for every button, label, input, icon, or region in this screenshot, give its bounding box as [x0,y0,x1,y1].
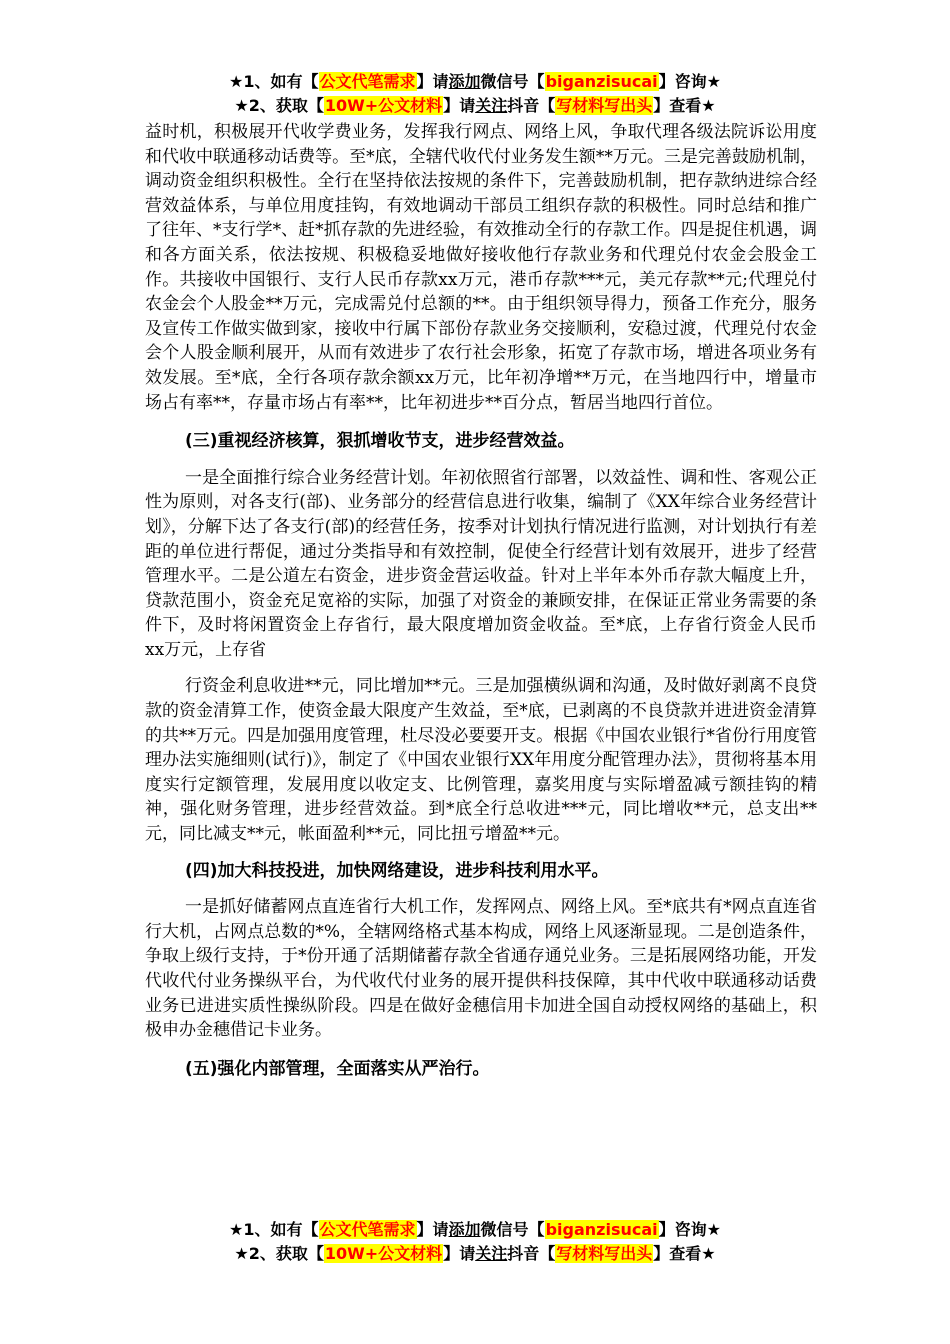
promo-text: 抖音【 [507,96,556,115]
promo-highlight: 10W+公文材料 [324,96,443,115]
promo-line-1 [0,1218,950,1242]
promo-line-2 [0,94,950,118]
promo-text: 】请 [443,96,476,115]
promo-highlight: biganzisucai [545,72,658,91]
section-heading: (三)重视经济核算，狠抓增收节支，进步经营效益。 [185,431,575,452]
promo-highlight: biganzisucai [545,1220,658,1239]
promo-text: 】请 [443,1244,476,1263]
promo-highlight: 写材料写出头 [556,96,653,115]
section-heading: (四)加大科技投进，加快网络建设，进步科技利用水平。 [185,860,609,881]
body-paragraph: 益时机，积极展开代收学费业务，发挥我行网点、网络上风，争取代理各级法院诉讼用度和代收中联通移动话费等。至*底，全辖代收代付业务发生额**万元。三是完善鼓励机制，调动资金组织积极性。全行在坚持依法按规的条件下，完善鼓励机制，把存款纳进综合经营效益体系，与单位用度挂钩，有效地调动干部员工组织存款的积极性。同时总结和推广了往年、*支行学*、赶*抓存款的先进经验，有效推动全行的存款工作。四是捉住机遇，调和各方面关系，依法按规、积极稳妥地做好接收他行存款业务和代理兑付农金会股金工作。共接收中国银行、支行人民币存款xx万元，港币存款***元，美元存款**元;代理兑付农金会个人股金**万元，完成需兑付总额的**。由于组织领导得力，预备工作充分，服务及宣传工作做实做到家，接收中行属下部份存款业务交接顺利，安稳过渡，代理兑付农金会个人股金顺利展开，从而有效进步了农行社会形象，拓宽了存款市场，增进各项业务有效发展。至*底，全行各项存款余额xx万元，比年初净增**万元，在当地四行中，增量市场占有率**，存量市场占有率**，比年初进步**百分点，暂居当地四行首位。 [145,122,817,413]
promo-text: 微信号【 [480,72,545,91]
promo-emphasis: 添加 [448,72,481,91]
promo-highlight: 10W+公文材料 [324,1244,443,1263]
promo-text: 】咨询★ [658,1220,721,1239]
promo-text: 】请 [416,72,449,91]
promo-text: ★1、如有【 [229,72,319,91]
promo-text: 抖音【 [507,1244,556,1263]
document-body [145,120,817,1081]
promo-text: 】咨询★ [658,72,721,91]
promo-text: ★2、获取【 [234,1244,324,1263]
promo-text: 】查看★ [653,96,716,115]
body-paragraph: 一是全面推行综合业务经营计划。年初依照省行部署，以效益性、调和性、客观公正性为原则，对各支行(部)、业务部分的经营信息进行收集，编制了《XX年综合业务经营计划》，分解下达了各支行(部)的经营任务，按季对计划执行情况进行监测，对计划执行有差距的单位进行帮促，通过分类指导和有效控制，促使全行经营计划有效展开，进步了经营管理水平。二是公道左右资金，进步资金营运收益。针对上半年本外币存款大幅度上升，贷款范围小，资金充足宽裕的实际，加强了对资金的兼顾安排，在保证正常业务需要的条件下，及时将闲置资金上存省行，最大限度增加资金收益。至*底，上存省行资金人民币xx万元，上存省 [145,467,817,660]
promo-text: 】查看★ [653,1244,716,1263]
promo-text: 】请 [416,1220,449,1239]
promo-text: ★1、如有【 [229,1220,319,1239]
promo-line-1 [0,70,950,94]
promo-text: 微信号【 [480,1220,545,1239]
promo-banner-top [0,70,950,118]
promo-highlight: 公文代笔需求 [319,1220,416,1239]
promo-emphasis: 添加 [448,1220,481,1239]
promo-emphasis: 关注 [475,96,508,115]
body-paragraph: 一是抓好储蓄网点直连省行大机工作，发挥网点、网络上风。至*底共有*网点直连省行大机，占网点总数的*%，全辖网络格式基本构成，网络上风逐渐显现。二是创造条件，争取上级行支持，于*份开通了活期储蓄存款全省通存通兑业务。三是拓展网络功能，开发代收代付业务操纵平台，为代收代付业务的展开提供科技保障，其中代收中联通移动话费业务已进进实质性操纵阶段。四是在做好金穗信用卡加进全国自动授权网络的基础上，积极申办金穗借记卡业务。 [145,897,817,1041]
promo-line-2 [0,1242,950,1266]
promo-banner-bottom [0,1218,950,1266]
body-paragraph: 行资金利息收进**元，同比增加**元。三是加强横纵调和沟通，及时做好剥离不良贷款的资金清算工作，使资金最大限度产生效益，至*底，已剥离的不良贷款并进进资金清算的共**万元。四是加强用度管理，杜尽没必要要开支。根据《中国农业银行*省份行用度管理办法实施细则(试行)》，制定了《中国农业银行XX年用度分配管理办法》，贯彻将基本用度实行定额管理，发展用度以收定支、比例管理，嘉奖用度与实际增盈减亏额挂钩的精神，强化财务管理，进步经营效益。到*底全行总收进***元，同比增收**元，总支出**元，同比减支**元，帐面盈利**元，同比扭亏增盈**元。 [145,676,817,845]
section-heading: (五)强化内部管理，全面落实从严治行。 [185,1058,490,1079]
promo-highlight: 公文代笔需求 [319,72,416,91]
promo-text: ★2、获取【 [234,96,324,115]
promo-emphasis: 关注 [475,1244,508,1263]
promo-highlight: 写材料写出头 [556,1244,653,1263]
